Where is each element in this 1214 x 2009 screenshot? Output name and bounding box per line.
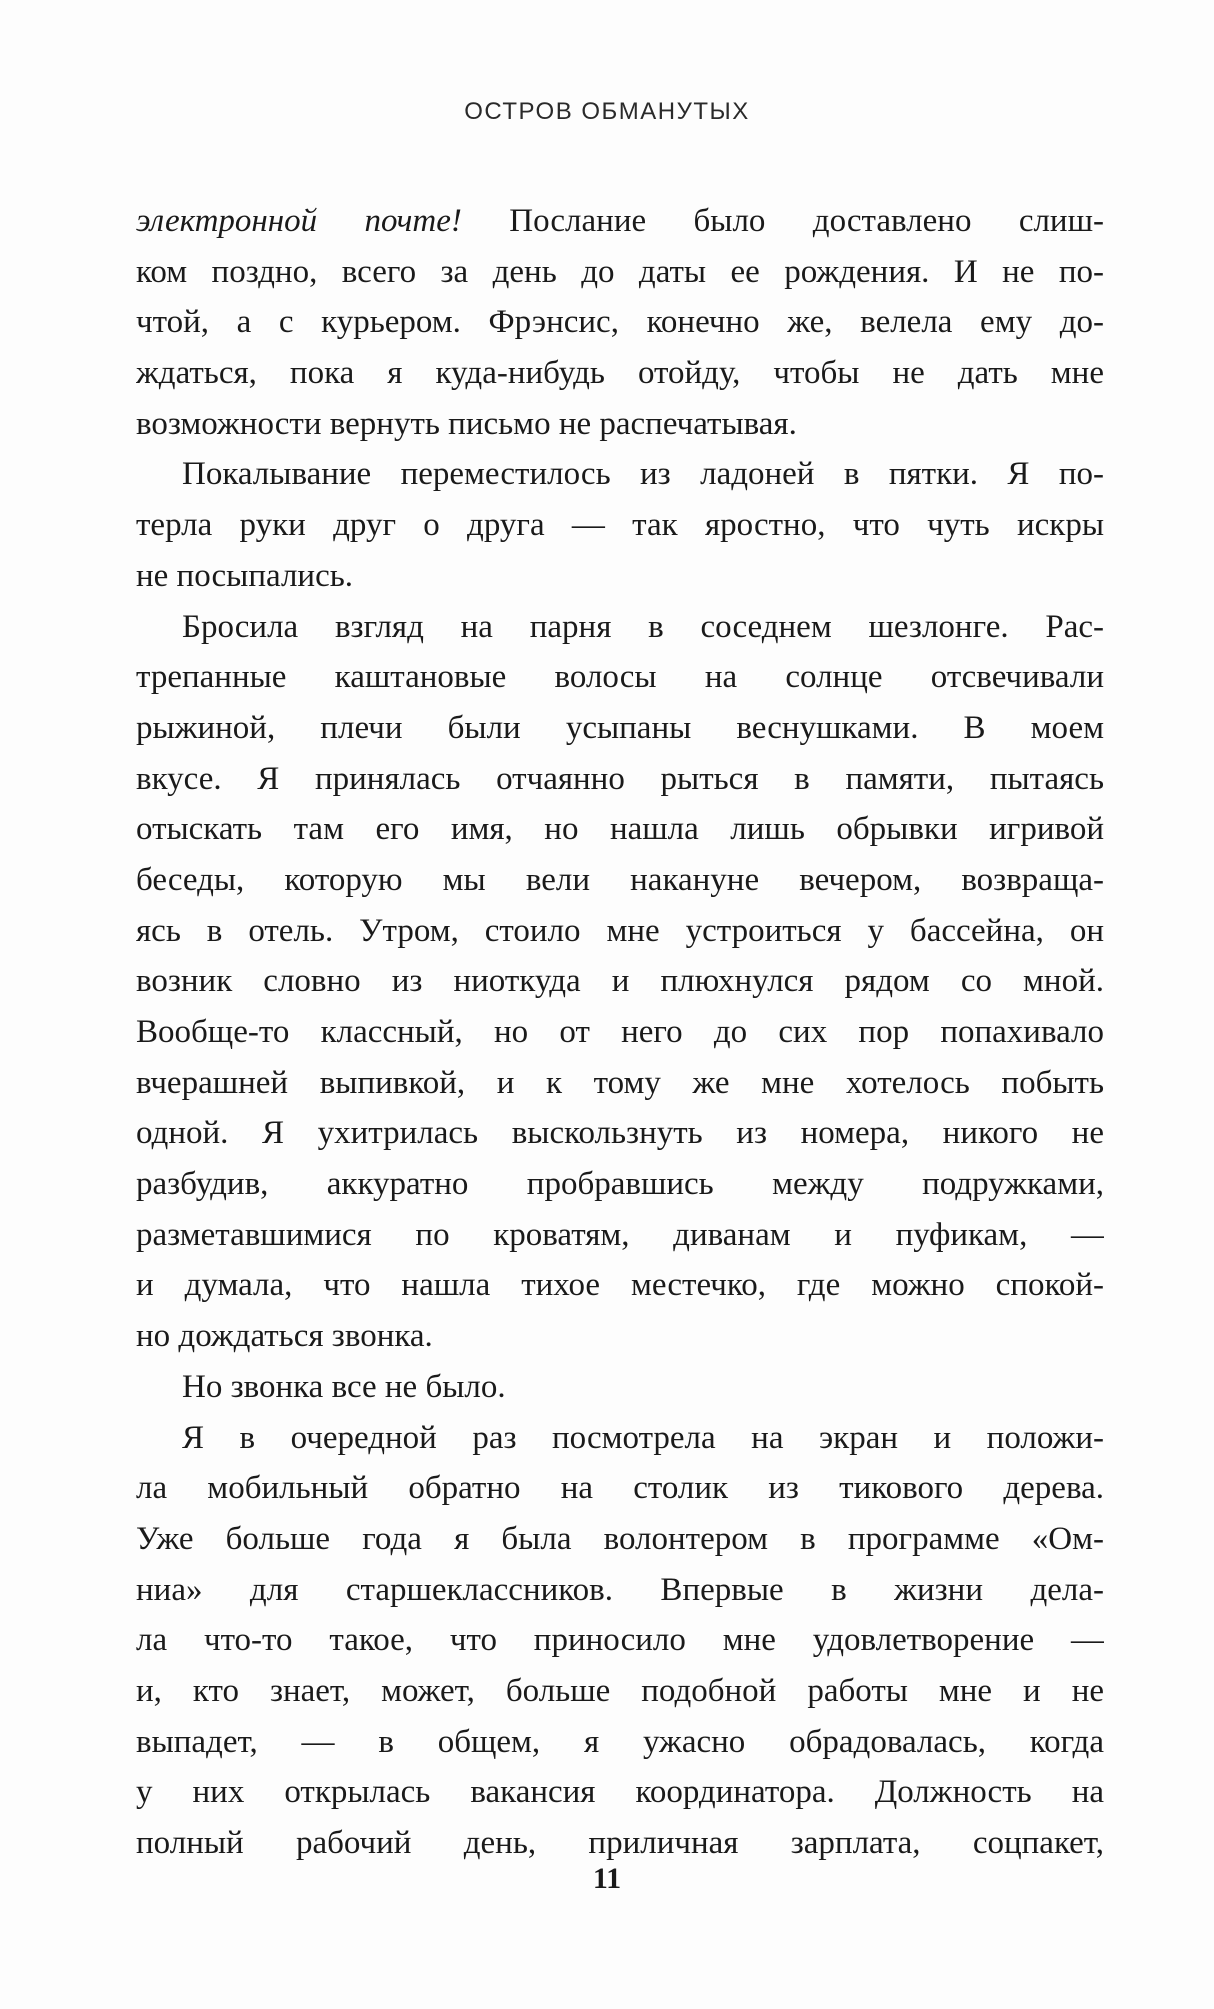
text-line: но дождаться звонка.: [136, 1318, 433, 1355]
text-line: вкусе. Я принялась отчаянно рыться в памяти, пытаясь: [136, 760, 1104, 797]
text-line: вчерашней выпивкой, и к тому же мне хотелось побыть: [136, 1064, 1104, 1101]
page-number: 11: [592, 1862, 622, 1895]
text-line: ждаться, пока я куда-нибудь отойду, чтобы не дать мне: [136, 355, 1104, 392]
text-line: разметавшимися по кроватям, диванам и пуфикам, —: [136, 1216, 1104, 1253]
text-line: одной. Я ухитрилась выскользнуть из номера, никого не: [136, 1115, 1104, 1152]
text-line: и думала, что нашла тихое местечко, где можно спокой-: [136, 1267, 1104, 1304]
text-line: и, кто знает, может, больше подобной работы мне и не: [136, 1672, 1104, 1709]
text-line: Но звонка все не было.: [182, 1368, 506, 1405]
text-line: у них открылась вакансия координатора. Должность на: [136, 1774, 1104, 1811]
text-line: Бросила взгляд на парня в соседнем шезлонге. Рас-: [182, 608, 1104, 645]
italic-phrase: электронной почте!: [136, 203, 462, 239]
text-line: не посыпались.: [136, 557, 354, 594]
text-line: полный рабочий день, приличная зарплата, соцпакет,: [136, 1825, 1104, 1861]
text-line: Вообще-то классный, но от него до сих пор попахивало: [136, 1014, 1104, 1050]
text-line: терла руки друг о друга — так яростно, что чуть искры: [136, 507, 1104, 544]
body-text: [136, 196, 1104, 1869]
running-header: ОСТРОВ ОБМАНУТЫХ: [464, 98, 750, 125]
text-line: ла мобильный обратно на столик из тикового дерева.: [136, 1470, 1104, 1507]
text-line: отыскать там его имя, но нашла лишь обрывки игривой: [136, 811, 1104, 848]
text-line: трепанные каштановые волосы на солнце отсвечивали: [136, 659, 1104, 696]
text-line: возможности вернуть письмо не распечатывая.: [136, 405, 797, 442]
text-line: ниа» для старшеклассников. Впервые в жизни дела-: [136, 1571, 1104, 1608]
text-line: рыжиной, плечи были усыпаны веснушками. В моем: [136, 709, 1104, 746]
text-line: беседы, которую мы вели накануне вечером, возвраща-: [136, 861, 1104, 898]
text-line: выпадет, — в общем, я ужасно обрадовалась, когда: [136, 1723, 1104, 1760]
text-line: Уже больше года я была волонтером в программе «Ом-: [136, 1520, 1104, 1557]
text-line: ком поздно, всего за день до даты ее рождения. И не по-: [136, 253, 1104, 290]
text-line: возник словно из ниоткуда и плюхнулся рядом со мной.: [136, 963, 1104, 1000]
text-line: Я в очередной раз посмотрела на экран и положи-: [182, 1419, 1104, 1456]
text-line: [136, 196, 1104, 247]
text-line: Покалывание переместилось из ладоней в пятки. Я по-: [182, 456, 1104, 493]
text-line: ла что-то такое, что приносило мне удовлетворение —: [136, 1622, 1104, 1659]
text-line: чтой, а с курьером. Фрэнсис, конечно же, велела ему до-: [136, 304, 1104, 341]
text-line-content: Послание было доставлено слиш-: [461, 203, 1104, 239]
text-line: разбудив, аккуратно пробравшись между подружками,: [136, 1166, 1104, 1203]
text-line: ясь в отель. Утром, стоило мне устроиться у бассейна, он: [136, 912, 1104, 949]
